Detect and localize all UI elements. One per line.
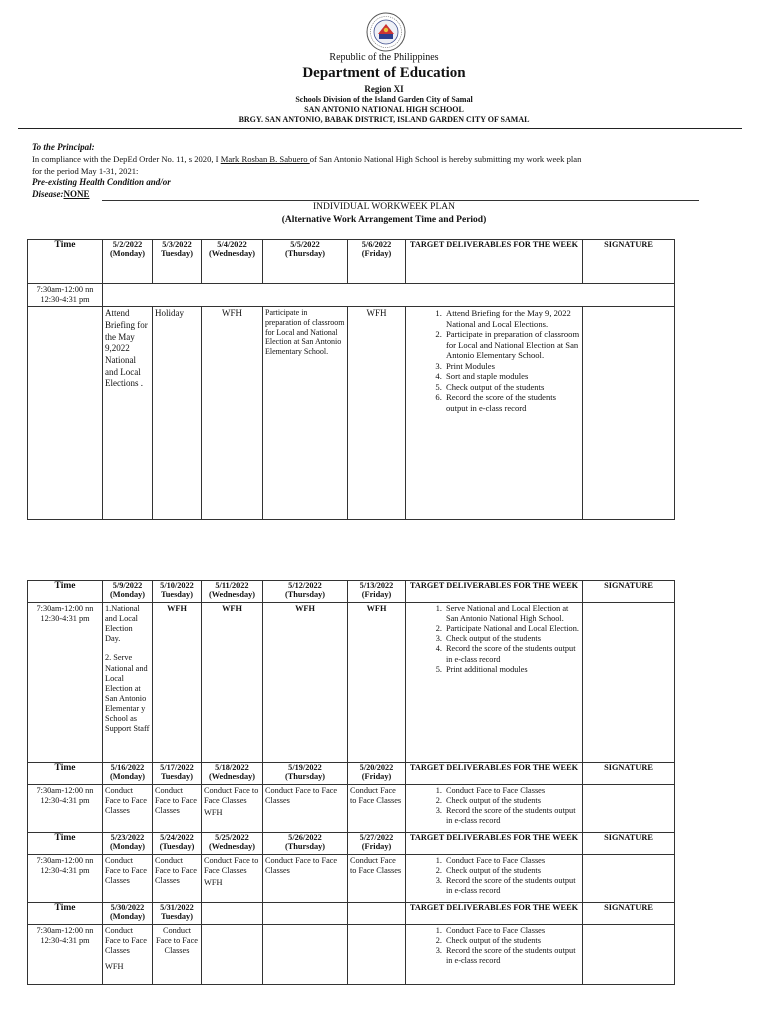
targets-cell — [406, 785, 583, 833]
tuesday-cell: Holiday — [153, 307, 202, 520]
signature-header: SIGNATURE — [583, 763, 675, 785]
tuesday-cell: Conduct Face to Face Classes — [153, 785, 202, 833]
target-item: 1. Conduct Face to Face Classes — [444, 786, 580, 796]
time-header: Time — [28, 581, 103, 603]
table-row — [28, 785, 675, 833]
day-header: 5/18/2022 (Wednesday) — [202, 763, 263, 785]
monday-cell: 1.National and Local Election Day. 2. Serve National and Local Election at San Antonio Elementar y School as Support Staff — [103, 603, 153, 763]
day-header: 5/9/2022 (Monday) — [103, 581, 153, 603]
day-header: 5/16/2022 (Monday) — [103, 763, 153, 785]
targets-cell — [406, 855, 583, 903]
health-label-1: Pre-existing Health Condition and/or — [32, 177, 171, 187]
header-rule — [18, 128, 742, 129]
targets-header: TARGET DELIVERABLES FOR THE WEEK — [406, 833, 583, 855]
wednesday-cell: WFH — [202, 603, 263, 763]
table-row — [28, 855, 675, 903]
empty-cell — [202, 925, 263, 985]
signature-cell — [583, 307, 675, 520]
day-header: 5/23/2022 (Monday) — [103, 833, 153, 855]
week1-table — [27, 239, 675, 520]
thursday-cell: Conduct Face to Face Classes — [263, 785, 348, 833]
targets-header: TARGET DELIVERABLES FOR THE WEEK — [406, 240, 583, 284]
thursday-cell: WFH — [263, 603, 348, 763]
target-item: 6. Record the score of the students output in e-class record — [444, 392, 580, 413]
day-header: 5/13/2022 (Friday) — [348, 581, 406, 603]
wednesday-cell: Conduct Face to Face Classes WFH — [202, 855, 263, 903]
table-row — [28, 284, 675, 307]
target-item: 1. Conduct Face to Face Classes — [444, 926, 580, 936]
target-item: 3. Check output of the students — [444, 634, 580, 644]
signature-cell — [583, 785, 675, 833]
school-address: BRGY. SAN ANTONIO, BABAK DISTRICT, ISLAND GARDEN CITY OF SAMAL — [238, 115, 530, 124]
time-slot: 7:30am-12:00 nn 12:30-4:31 pm — [28, 925, 103, 985]
thursday-cell: Conduct Face to Face Classes — [263, 855, 348, 903]
day-header: 5/3/2022 Tuesday) — [153, 240, 202, 284]
targets-header: TARGET DELIVERABLES FOR THE WEEK — [406, 581, 583, 603]
thursday-cell: Participate in preparation of classroom for Local and National Election at San Antonio Elementary School. — [263, 307, 348, 520]
signature-header: SIGNATURE — [583, 240, 675, 284]
week2-5-table — [27, 580, 675, 985]
health-label-2: Disease: — [32, 189, 64, 199]
tuesday-cell: Conduct Face to Face Classes — [153, 925, 202, 985]
signature-cell — [583, 855, 675, 903]
table-header-row — [28, 240, 675, 284]
empty-cell — [103, 284, 675, 307]
division-label: Schools Division of the Island Garden City of Samal — [295, 95, 473, 104]
plan-subtitle: (Alternative Work Arrangement Time and Period) — [281, 215, 487, 225]
target-item: 3. Print Modules — [444, 361, 580, 371]
monday-cell: Attend Briefing for the May 9,2022 National and Local Elections . — [103, 307, 153, 520]
table-header-row — [28, 763, 675, 785]
republic-label: Republic of the Philippines — [329, 52, 439, 63]
target-item: 1. Conduct Face to Face Classes — [444, 856, 580, 866]
day-header: 5/17/2022 Tuesday) — [153, 763, 202, 785]
target-item: 3. Record the score of the students output in e-class record — [444, 806, 580, 826]
day-header: 5/11/2022 (Wednesday) — [202, 581, 263, 603]
target-item: 5. Check output of the students — [444, 382, 580, 392]
empty-cell — [348, 903, 406, 925]
day-header: 5/10/2022 Tuesday) — [153, 581, 202, 603]
target-item: 2. Check output of the students — [444, 866, 580, 876]
signature-header: SIGNATURE — [583, 833, 675, 855]
friday-cell: WFH — [348, 307, 406, 520]
target-item: 2. Participate in preparation of classroom for Local and National Election at San Antonio Elementary School. — [444, 329, 580, 360]
table-header-row — [28, 833, 675, 855]
time-header: Time — [28, 240, 103, 284]
signature-header: SIGNATURE — [583, 581, 675, 603]
target-item: 4. Record the score of the students output in e-class record — [444, 644, 580, 664]
table-row — [28, 307, 675, 520]
target-item: 3. Record the score of the students output in e-class record — [444, 876, 580, 896]
target-item: 1. Serve National and Local Election at San Antonio National High School. — [444, 604, 580, 624]
targets-header: TARGET DELIVERABLES FOR THE WEEK — [406, 763, 583, 785]
targets-cell — [406, 925, 583, 985]
plan-title: INDIVIDUAL WORKWEEK PLAN — [313, 202, 455, 212]
health-underline — [102, 200, 699, 201]
signature-header: SIGNATURE — [583, 903, 675, 925]
empty-cell — [202, 903, 263, 925]
target-item: 1. Attend Briefing for the May 9, 2022 National and Local Elections. — [444, 308, 580, 329]
monday-cell: Conduct Face to Face Classes — [103, 785, 153, 833]
signature-cell — [583, 603, 675, 763]
wednesday-cell: WFH — [202, 307, 263, 520]
targets-cell — [406, 307, 583, 520]
health-value: NONE — [63, 189, 90, 199]
day-header: 5/19/2022 (Thursday) — [263, 763, 348, 785]
time-slot: 7:30am-12:00 nn 12:30-4:31 pm — [28, 855, 103, 903]
intro-line-2: for the period May 1-31, 2021: — [32, 166, 139, 176]
targets-cell — [406, 603, 583, 763]
friday-cell: Conduct Face to Face Classes — [348, 785, 406, 833]
target-item: 5. Print additional modules — [444, 665, 580, 675]
empty-cell — [28, 307, 103, 520]
day-header: 5/20/2022 (Friday) — [348, 763, 406, 785]
day-header: 5/2/2022 (Monday) — [103, 240, 153, 284]
friday-cell: Conduct Face to Face Classes — [348, 855, 406, 903]
wednesday-cell: Conduct Face to Face Classes WFH — [202, 785, 263, 833]
target-item: 2. Participate National and Local Election. — [444, 624, 580, 634]
health-line — [32, 189, 90, 199]
region-label: Region XI — [364, 84, 404, 94]
intro-line-1 — [32, 154, 747, 164]
targets-header: TARGET DELIVERABLES FOR THE WEEK — [406, 903, 583, 925]
time-slot: 7:30am-12:00 nn 12:30-4:31 pm — [28, 785, 103, 833]
time-header: Time — [28, 833, 103, 855]
time-slot: 7:30am-12:00 nn 12:30-4:31 pm — [28, 603, 103, 763]
tuesday-cell: WFH — [153, 603, 202, 763]
day-header: 5/24/2022 (Tuesday) — [153, 833, 202, 855]
intro-text-post: of San Antonio National High School is hereby submitting my work week plan — [309, 154, 582, 164]
empty-cell — [348, 925, 406, 985]
tuesday-cell: Conduct Face to Face Classes — [153, 855, 202, 903]
monday-cell: Conduct Face to Face Classes WFH — [103, 925, 153, 985]
day-header: 5/6/2022 (Friday) — [348, 240, 406, 284]
table-header-row — [28, 903, 675, 925]
time-slot: 7:30am-12:00 nn 12:30-4:31 pm — [28, 284, 103, 307]
target-item: 2. Check output of the students — [444, 936, 580, 946]
day-header: 5/12/2022 (Thursday) — [263, 581, 348, 603]
intro-text-pre: In compliance with the DepEd Order No. 11, s 2020, I — [32, 154, 221, 164]
day-header: 5/4/2022 (Wednesday) — [202, 240, 263, 284]
time-header: Time — [28, 903, 103, 925]
target-item: 4. Sort and staple modules — [444, 371, 580, 381]
day-header: 5/30/2022 (Monday) — [103, 903, 153, 925]
department-title: Department of Education — [302, 65, 466, 81]
day-header: 5/25/2022 (Wednesday) — [202, 833, 263, 855]
salutation: To the Principal: — [32, 142, 95, 152]
monday-cell: Conduct Face to Face Classes — [103, 855, 153, 903]
empty-cell — [263, 925, 348, 985]
target-item: 3. Record the score of the students output in e-class record — [444, 946, 580, 966]
table-header-row — [28, 581, 675, 603]
day-header: 5/31/2022 Tuesday) — [153, 903, 202, 925]
day-header: 5/26/2022 (Thursday) — [263, 833, 348, 855]
school-name: SAN ANTONIO NATIONAL HIGH SCHOOL — [304, 105, 464, 114]
table-row — [28, 925, 675, 985]
signature-cell — [583, 925, 675, 985]
table-row — [28, 603, 675, 763]
friday-cell: WFH — [348, 603, 406, 763]
time-header: Time — [28, 763, 103, 785]
day-header: 5/27/2022 (Friday) — [348, 833, 406, 855]
day-header: 5/5/2022 (Thursday) — [263, 240, 348, 284]
empty-cell — [263, 903, 348, 925]
employee-name: Mark Rosban B. Sabuero — [220, 154, 310, 164]
target-item: 2. Check output of the students — [444, 796, 580, 806]
deped-seal-icon — [366, 12, 406, 52]
